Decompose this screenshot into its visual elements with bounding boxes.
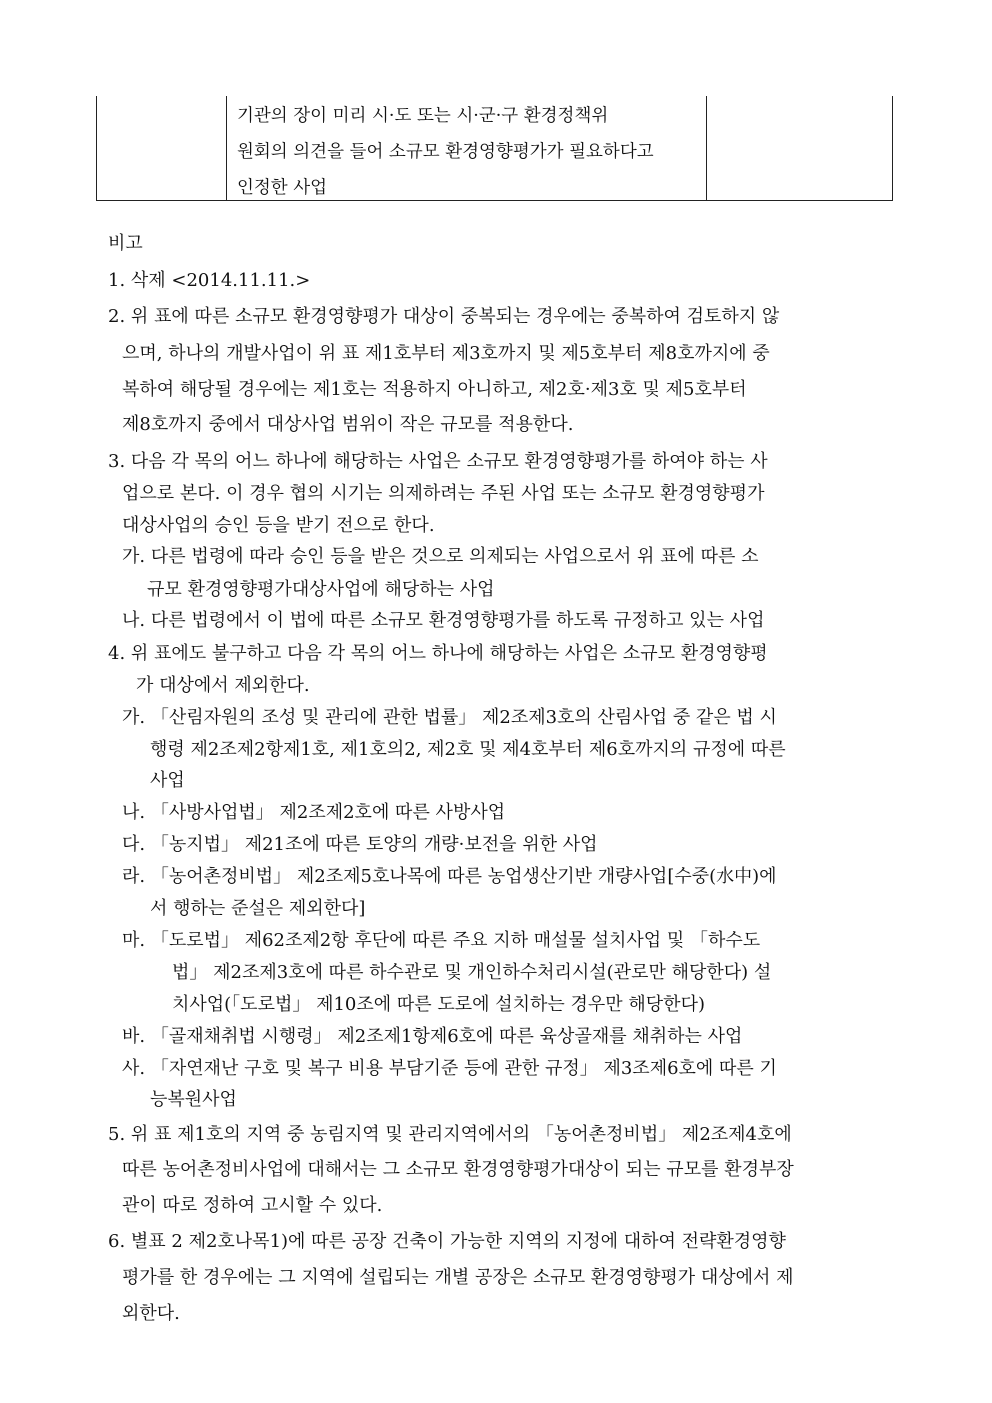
remark-line: 나. 다른 법령에서 이 법에 따른 소규모 환경영향평가를 하도록 규정하고 있는 사업 — [122, 610, 765, 631]
remark-line: 치사업(「도로법」 제10조에 따른 도로에 설치하는 경우만 해당한다) — [172, 994, 705, 1015]
remark-line: 2. 위 표에 따른 소규모 환경영향평가 대상이 중복되는 경우에는 중복하여 검토하지 않 — [108, 306, 780, 327]
table-fragment — [96, 96, 893, 201]
remark-line: 가. 다른 법령에 따라 승인 등을 받은 것으로 의제되는 사업으로서 위 표에 따른 소 — [122, 546, 759, 567]
remark-line: 가. 「산림자원의 조성 및 관리에 관한 법률」 제2조제3호의 산림사업 중 같은 법 시 — [122, 707, 777, 728]
remark-line: 따른 농어촌정비사업에 대해서는 그 소규모 환경영향평가대상이 되는 규모를 환경부장 — [122, 1159, 794, 1180]
remark-line: 마. 「도로법」 제62조제2항 후단에 따른 주요 지하 매설물 설치사업 및 「하수도 — [122, 930, 761, 951]
remark-line: 능복원사업 — [150, 1089, 237, 1110]
remark-line: 5. 위 표 제1호의 지역 중 농림지역 및 관리지역에서의 「농어촌정비법」 제2조제4호에 — [108, 1124, 792, 1145]
remark-line: 1. 삭제 <2014.11.11.> — [108, 270, 311, 291]
cell-line: 원회의 의견을 들어 소규모 환경영향평가가 필요하다고 — [237, 142, 654, 162]
remark-line: 행령 제2조제2항제1호, 제1호의2, 제2호 및 제4호부터 제6호까지의 규정에 따른 — [150, 739, 786, 760]
remark-line: 법」 제2조제3호에 따른 하수관로 및 개인하수처리시설(관로만 해당한다) 설 — [172, 962, 772, 983]
remark-line: 바. 「골재채취법 시행령」 제2조제1항제6호에 따른 육상골재를 채취하는 사업 — [122, 1026, 743, 1047]
remark-line: 평가를 한 경우에는 그 지역에 설립되는 개별 공장은 소규모 환경영향평가 대상에서 제 — [122, 1267, 794, 1288]
table-divider — [226, 96, 227, 200]
cell-line: 기관의 장이 미리 시·도 또는 시·군·구 환경정책위 — [237, 106, 609, 126]
remark-line: 3. 다음 각 목의 어느 하나에 해당하는 사업은 소규모 환경영향평가를 하여야 하는 사 — [108, 451, 768, 472]
remarks-title: 비고 — [108, 233, 143, 254]
remark-line: 사업 — [150, 770, 185, 791]
remark-line: 다. 「농지법」 제21조에 따른 토양의 개량·보전을 위한 사업 — [122, 834, 598, 855]
cell-line: 인정한 사업 — [237, 178, 328, 198]
remark-line: 서 행하는 준설은 제외한다] — [150, 898, 366, 919]
remark-line: 규모 환경영향평가대상사업에 해당하는 사업 — [147, 579, 495, 600]
table-cell-text — [237, 98, 707, 206]
remark-line: 복하여 해당될 경우에는 제1호는 적용하지 아니하고, 제2호·제3호 및 제5호부터 — [122, 379, 747, 400]
remark-line: 대상사업의 승인 등을 받기 전으로 한다. — [122, 515, 435, 536]
remark-line: 관이 따로 정하여 고시할 수 있다. — [122, 1195, 383, 1216]
remark-line: 으며, 하나의 개발사업이 위 표 제1호부터 제3호까지 및 제5호부터 제8호까지에 중 — [122, 343, 770, 364]
remark-line: 가 대상에서 제외한다. — [136, 675, 310, 696]
remark-line: 제8호까지 중에서 대상사업 범위이 작은 규모를 적용한다. — [122, 414, 574, 435]
remark-line: 업으로 본다. 이 경우 협의 시기는 의제하려는 주된 사업 또는 소규모 환경영향평가 — [122, 483, 765, 504]
remark-line: 라. 「농어촌정비법」 제2조제5호나목에 따른 농업생산기반 개량사업[수중(水中)에 — [122, 866, 777, 887]
remark-line: 외한다. — [122, 1303, 180, 1324]
remark-line: 나. 「사방사업법」 제2조제2호에 따른 사방사업 — [122, 802, 506, 823]
remark-line: 사. 「자연재난 구호 및 복구 비용 부담기준 등에 관한 규정」 제3조제6호에 따른 기 — [122, 1058, 777, 1079]
remark-line: 4. 위 표에도 불구하고 다음 각 목의 어느 하나에 해당하는 사업은 소규모 환경영향평 — [108, 643, 768, 664]
remark-line: 6. 별표 2 제2호나목1)에 따른 공장 건축이 가능한 지역의 지정에 대하여 전략환경영향 — [108, 1231, 786, 1252]
